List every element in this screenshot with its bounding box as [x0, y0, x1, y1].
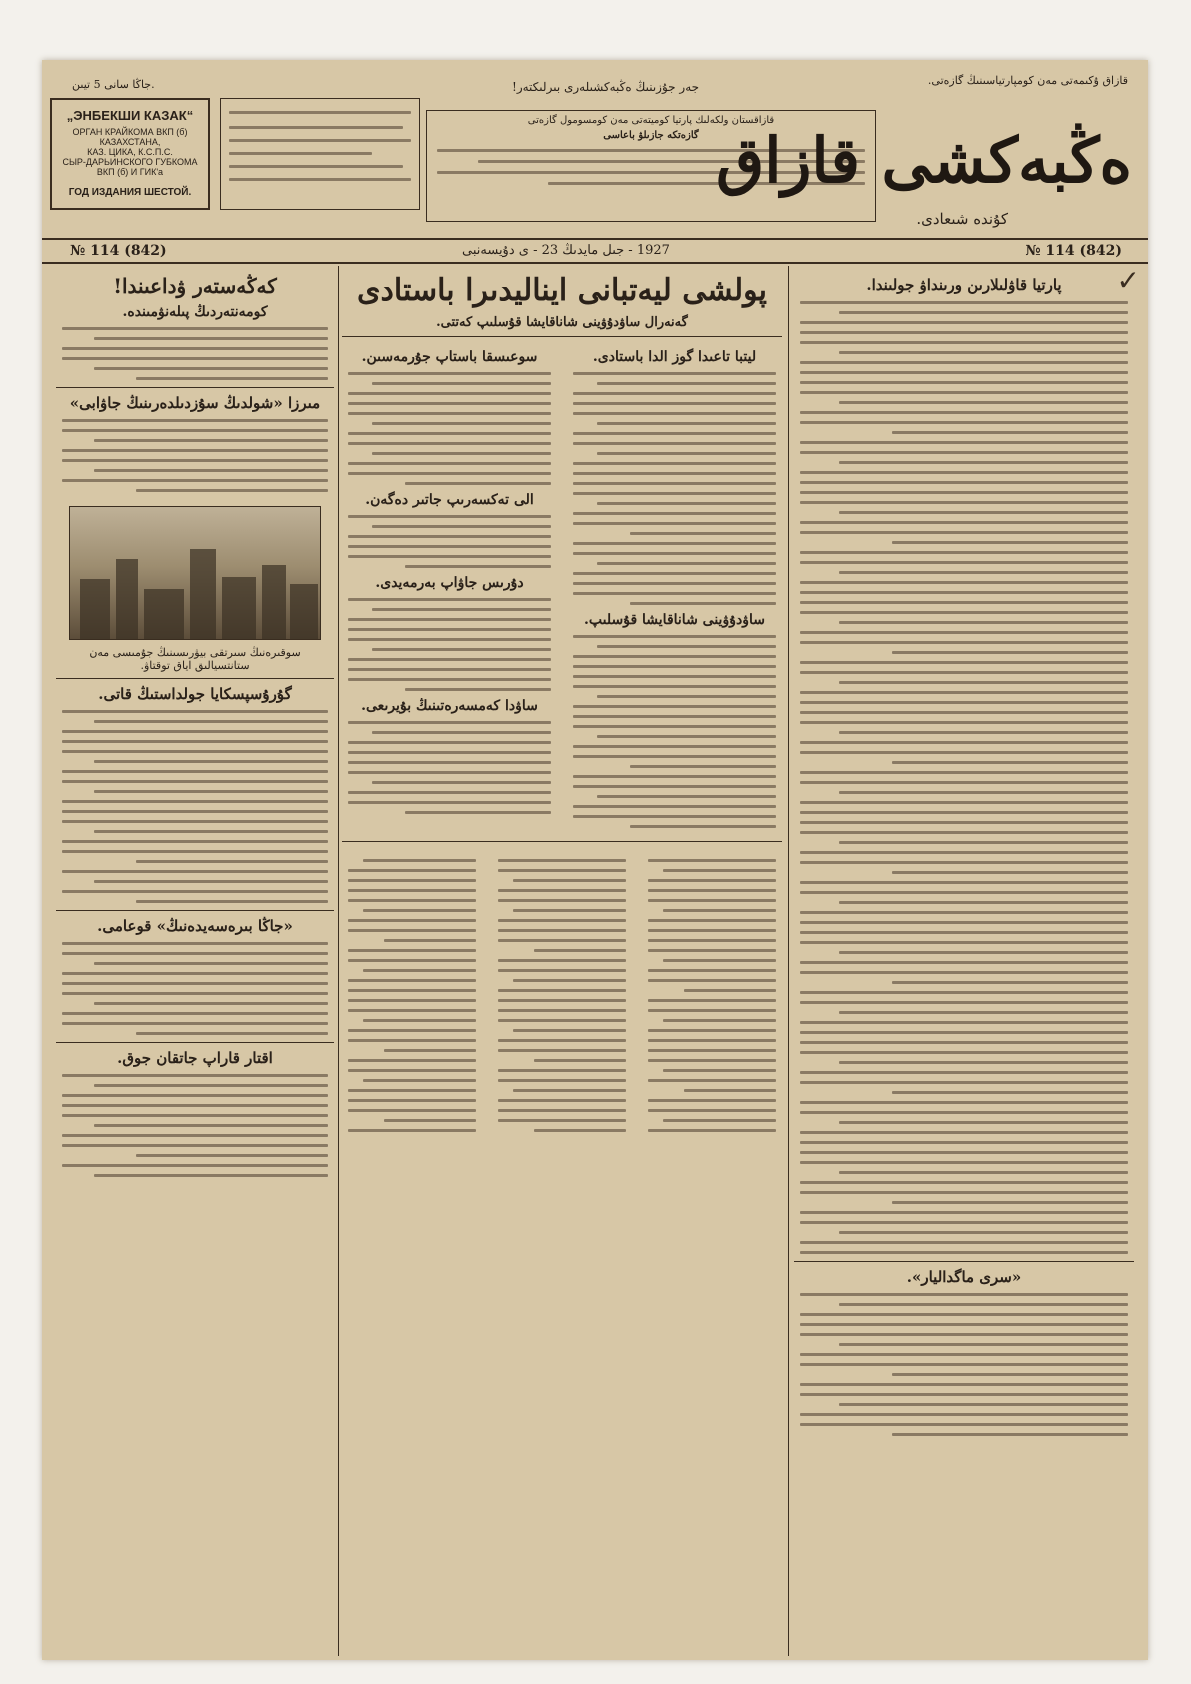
- article-body: [62, 419, 328, 492]
- issue-number-right: № 114 (842): [1025, 243, 1122, 259]
- article-headline: مىرزا «شولدىڭ سۇزدىلدەرىنىڭ جاۋابى»: [69, 394, 321, 412]
- article-body: [62, 327, 328, 380]
- info-line: СЫР-ДАРЬИНСКОГО ГУБКОМА ВКП (б) И ГИК'а: [62, 157, 198, 177]
- article-body: [800, 301, 1128, 1254]
- center-column: [342, 266, 782, 1143]
- article-body: [348, 598, 551, 691]
- right-column: [794, 264, 1140, 1443]
- subscription-price-table: [220, 98, 420, 210]
- issue-number-left: № 114 (842): [70, 243, 167, 259]
- article-body: [800, 1293, 1128, 1436]
- article-headline: دۇرىس جاۋاپ بەرمەيدى.: [375, 574, 524, 591]
- masthead: [42, 60, 1148, 240]
- news-photo: [69, 506, 321, 640]
- article-body: [648, 852, 776, 1139]
- info-line: ОРГАН КРАЙКОМА ВКП (б) КАЗАХСТАНА,: [72, 127, 188, 147]
- article-headline: ساۋدا كەمسەرەتىنىڭ بۇيرىعى.: [361, 697, 538, 714]
- article-body: [573, 372, 776, 605]
- photo-caption: سوقىرەنىڭ سىرتقى بيۋرىسىنىڭ جۇمىسى مەن ستانتسيالىق اياق توقتاۋ.: [89, 646, 301, 672]
- publisher-info-box: [50, 98, 210, 210]
- newspaper-page: [42, 60, 1148, 1660]
- ink-checkmark: ✓: [1116, 264, 1140, 297]
- newspaper-title: ەڭبەكشى قازاق: [716, 124, 1132, 197]
- column-divider: [788, 266, 789, 1656]
- publication-year: ГОД ИЗДАНИЯ ШЕСТОЙ.: [68, 187, 192, 198]
- newspaper-subtitle: كۇندە شىعادى.: [916, 210, 1008, 228]
- article-headline: سوعىسقا باستاپ جۇرمەسىن.: [361, 348, 538, 365]
- center-line: قازاقستان ولكەلىك پارتيا كوميتەتى مەن كومسومول گازەتى: [527, 115, 775, 126]
- price-note: جاڭا سانى 5 تيىن.: [72, 78, 155, 91]
- article-headline: ساۋدۇۋينى شاناقايشا قۇسلىپ.: [584, 611, 765, 628]
- left-column: [56, 266, 334, 1184]
- main-headline: پولشى ليەتبانى ايناليدىرا باستادى: [357, 273, 767, 308]
- article-headline: ليتبا تاعىدا گوز الدا باستادى.: [592, 348, 757, 365]
- article-headline: اقتار قاراپ جاتقان جوق.: [117, 1049, 273, 1067]
- column-divider: [338, 266, 339, 1656]
- article-headline: كەڭەستەر ۋداعىندا!: [113, 274, 277, 298]
- article-headline: «سرى ماگداليار».: [906, 1268, 1022, 1286]
- article-body: [62, 710, 328, 903]
- article-body: [573, 635, 776, 828]
- article-headline: «جاڭا بىرەسەيدەنىڭ» قوعامى.: [97, 917, 293, 935]
- paper-name-latin: „ЭНБЕКШИ КАЗАК“: [66, 108, 194, 123]
- info-line: КАЗ. ЦИКА, К.С.П.С.: [87, 147, 173, 157]
- article-body: [348, 372, 551, 485]
- article-body: [348, 852, 476, 1139]
- article-body: [62, 1074, 328, 1177]
- organ-note: قازاق ۇكىمەتى مەن كومپارتياسىنىڭ گازەتى.: [927, 74, 1128, 87]
- article-headline: گۇرۇسپسكايا جولداستىڭ قاتى.: [98, 685, 292, 703]
- article-body: [62, 942, 328, 1035]
- issue-date: 1927 - جىل مايدىڭ 23 - ى دۇيسەنبى: [462, 243, 670, 258]
- article-body: [348, 721, 551, 814]
- main-subline: گەنەرال ساۋدۇۋينى شاناقايشا قۇسلىپ كەتتى.: [436, 314, 688, 330]
- article-body: [498, 852, 626, 1139]
- proletarian-slogan: جەر جۇزىنىڭ ەڭبەكشىلەرى بىرلىكتەر!: [512, 80, 700, 94]
- article-body: [348, 515, 551, 568]
- center-sub: گازەتكە جازىلۋ باعاسى: [603, 130, 699, 141]
- article-headline: پارتيا قاۋلىلارىن ورىنداۋ جولىندا.: [866, 276, 1062, 294]
- article-headline: الى تەكسەرىپ جاتىر دەگەن.: [365, 491, 534, 508]
- date-bar: [42, 238, 1148, 264]
- article-subhead: كومەنتەردىڭ پىلەنۋمىندە.: [122, 304, 268, 320]
